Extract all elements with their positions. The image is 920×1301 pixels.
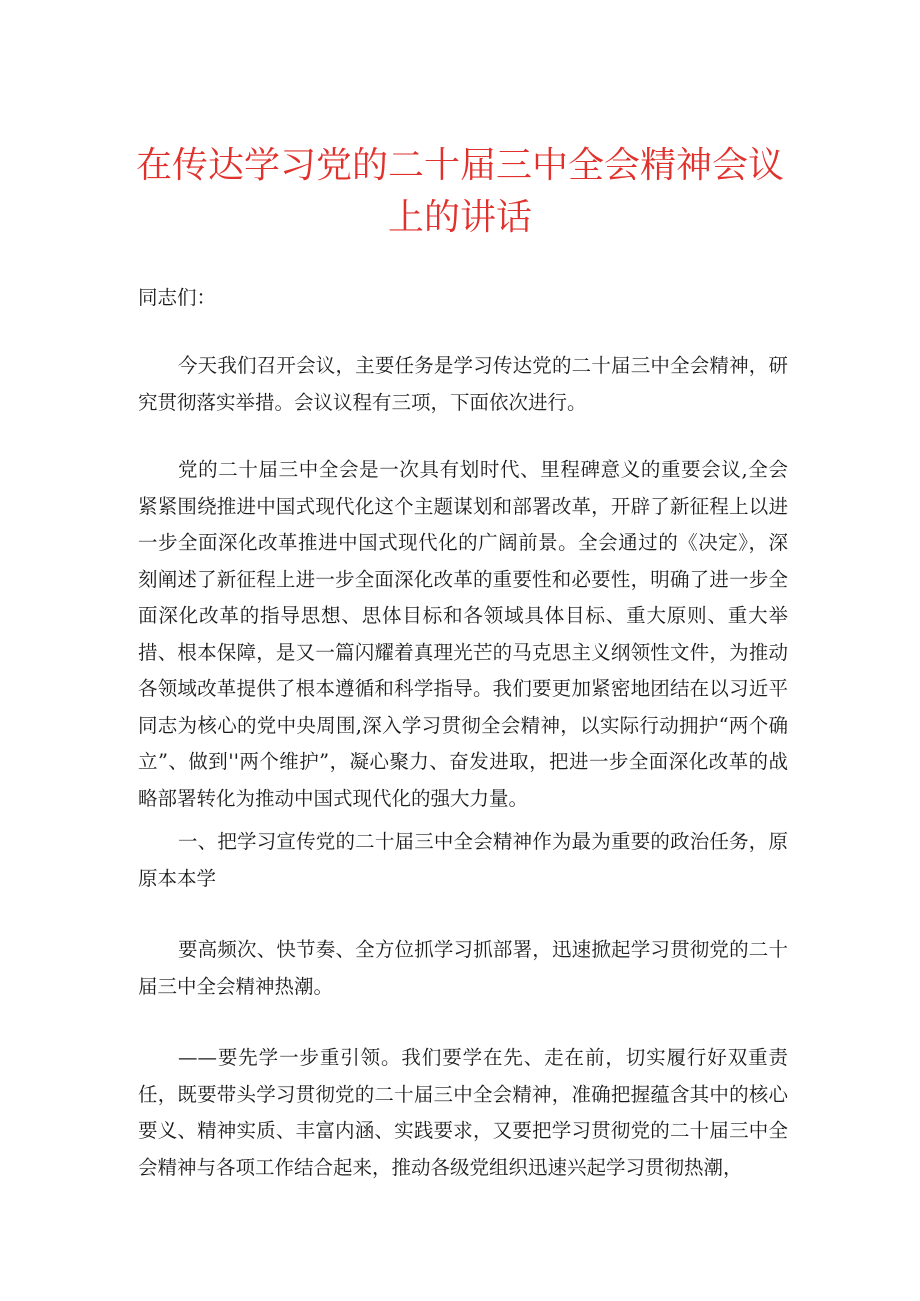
paragraph-significance: 党的二十届三中全会是一次具有划时代、里程碑意义的重要会议,全会紧紧围绕推进中国式现代化这个主题谋划和部署改革，开辟了新征程上以进一步全面深化改革推进中国式现代化的广阔前景。全会通过的《决定》，深刻阐述了新征程上进一步全面深化改革的重要性和必要性，明确了进一步全面深化改革的指导思想、思体目标和各领域具体目标、重大原则、重大举措、根本保障，是又一篇闪耀着真理光芒的马克思主义纲领性文件，为推动各领域改革提供了根本遵循和科学指导。我们要更加紧密地团结在以习近平同志为核心的党中央周围,深入学习贯彻全会精神，以实际行动拥护“两个确立”、做到''两个维护”，凝心聚力、奋发进取，把进一步全面深化改革的战略部署转化为推动中国式现代化的强大力量。 xyxy=(138,458,788,810)
paragraph-study-requirement: 要高频次、快节奏、全方位抓学习抓部署，迅速掀起学习贯彻党的二十届三中全会精神热潮。 xyxy=(138,938,788,998)
document-title: 在传达学习党的二十届三中全会精神会议上的讲话 xyxy=(135,145,784,238)
paragraph-opening: 今天我们召开会议，主要任务是学习传达党的二十届三中全会精神，研究贯彻落实举措。会议议程有三项，下面依次进行。 xyxy=(138,354,788,414)
paragraph-lead-by-example: ——要先学一步重引领。我们要学在先、走在前，切实履行好双重责任，既要带头学习贯彻党的二十届三中全会精神，准确把握蕴含其中的核心要义、精神实质、丰富内涵、实践要求，又要把学习贯彻党的二十届三中全会精神与各项工作结合起来，推动各级党组织迅速兴起学习贯彻热潮， xyxy=(138,1046,788,1179)
section-heading-1: 一、把学习宣传党的二十届三中全会精神作为最为重要的政治任务，原原本本学 xyxy=(138,830,788,890)
salutation: 同志们： xyxy=(138,286,217,309)
